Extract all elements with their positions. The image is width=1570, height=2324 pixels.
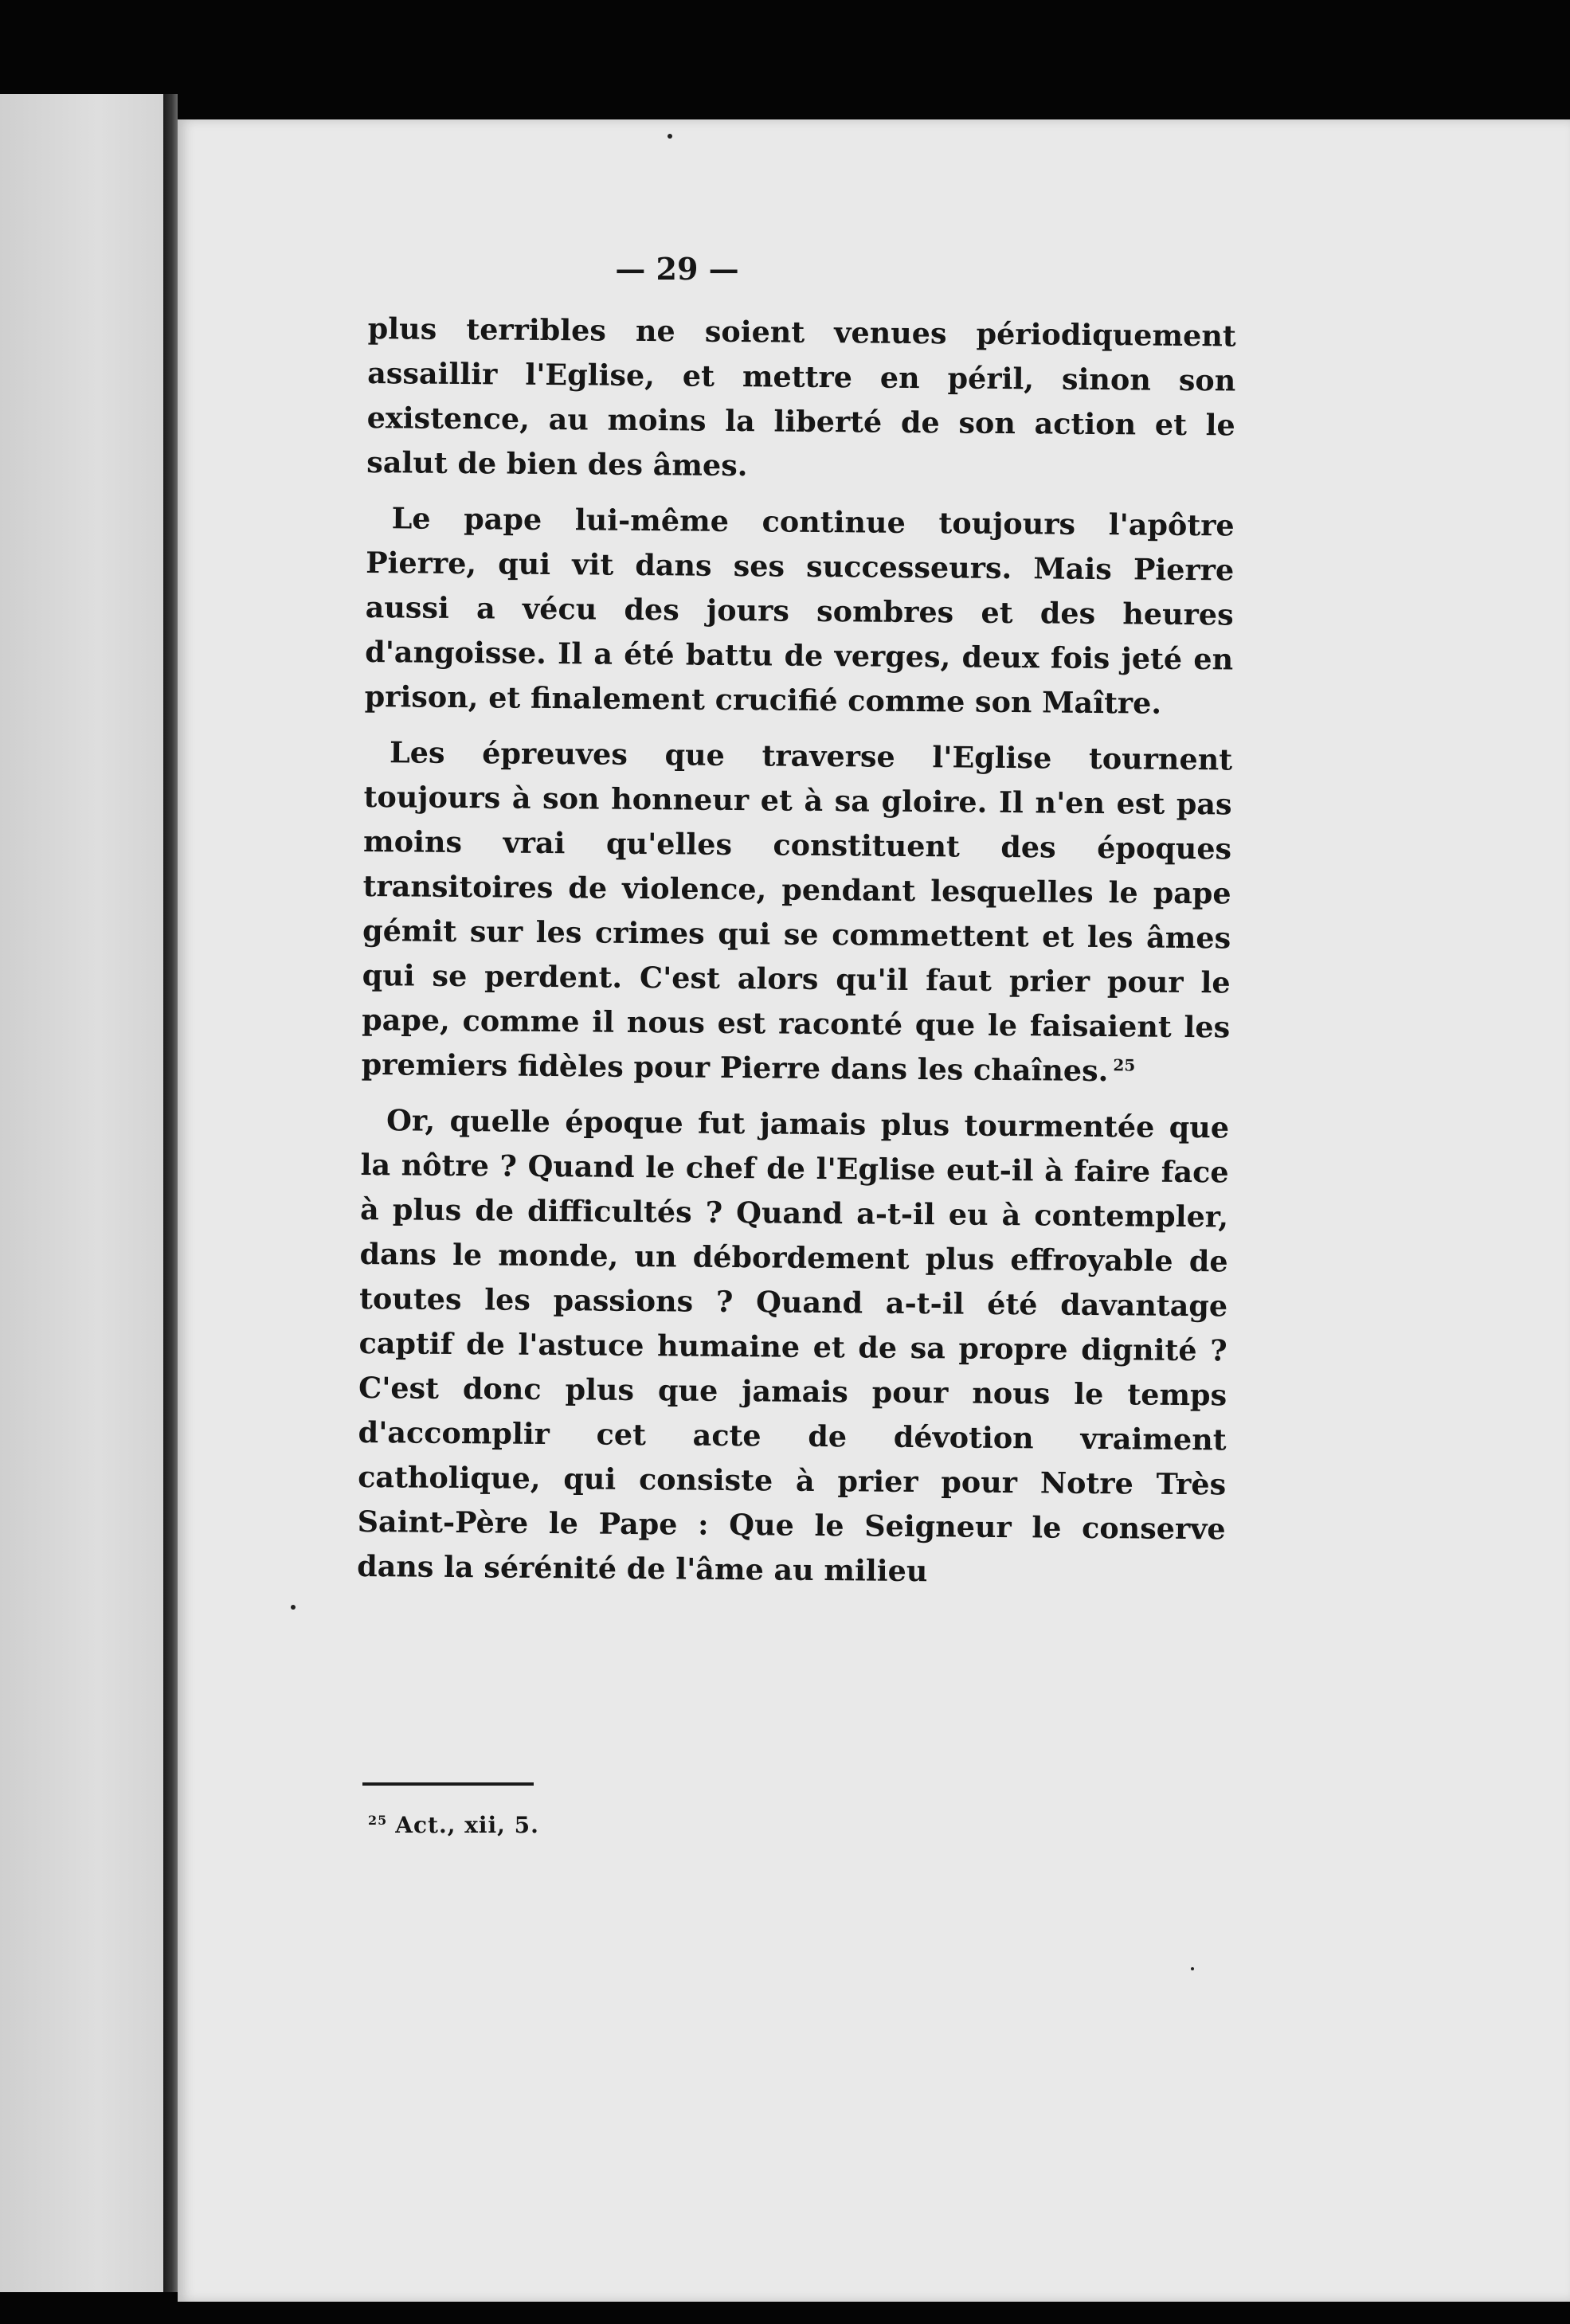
footnote-divider [362,1782,534,1786]
footnote-reference: 25 [1113,1055,1136,1075]
scan-speck [291,1605,296,1610]
paragraph-3 [361,730,1232,1094]
footnote-mark: 25 [368,1812,388,1828]
footnote [368,1812,539,1838]
facing-page-edge [0,94,163,2292]
book-spine-shadow [163,94,178,2292]
scan-speck [1191,1967,1194,1970]
footnote-text: Act., xii, 5. [395,1812,539,1838]
scan-speck [668,134,672,139]
paragraph-4: Or, quelle époque fut jamais plus tourmentée que la nôtre ? Quand le chef de l'Eglise eut-il à faire face à plus de difficultés ? Quand a-t-il eu à contempler, dans le monde, un débordement plus effroyable de toutes les passions ? Quand a-t-il été davantage captif de l'astuce humaine et de sa propre dignité ? C'est donc plus que jamais pour nous le temps d'accomplir cet acte de dévotion vraiment catholique, qui consiste à prier pour Notre Très Saint-Père le Pape : Que le Seigneur le conserve dans la sérénité de l'âme au milieu [357,1103,1230,1589]
paragraph-3-text: Les épreuves que traverse l'Eglise tournent toujours à son honneur et à sa gloire. Il n'en est pas moins vrai qu'elles constituent des époques transitoires de violence, pendant lesquelles le pape gémit sur les crimes qui se commettent et les âmes qui se perdent. C'est alors qu'il faut prier pour le pape, comme il nous est raconté que le faisaient les premiers fidèles pour Pierre dans les chaînes. [361,735,1233,1089]
paragraph-1: plus terribles ne soient venues périodiquement assaillir l'Eglise, et mettre en péril, sinon son existence, au moins la liberté de son action et le salut de bien des âmes. [366,311,1236,483]
paragraph-2: Le pape lui-même continue toujours l'apôtre Pierre, qui vit dans ses successeurs. Mais Pierre aussi a vécu des jours sombres et des heures d'angoisse. Il a été battu de verges, deux fois jeté en prison, et finalement crucifié comme son Maître. [364,501,1235,721]
body-text [357,307,1236,1607]
page-number: — 29 — [615,251,739,287]
